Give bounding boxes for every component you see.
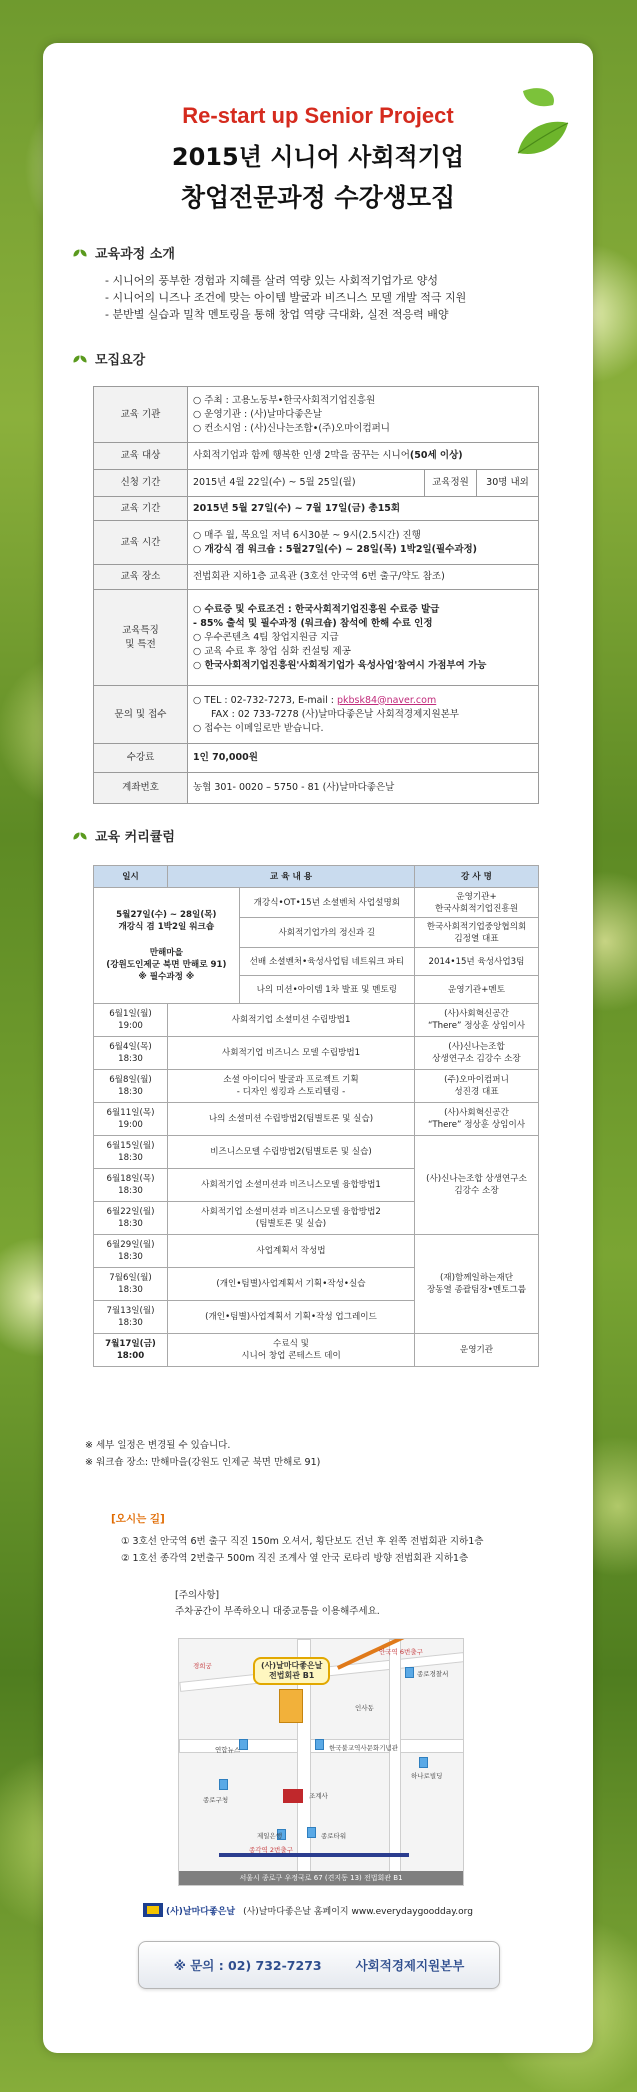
- course-date: 7월13일(월) 18:30: [94, 1301, 168, 1334]
- course-teacher: (사)사회혁신공간 “There” 정상훈 상임이사: [415, 1103, 539, 1136]
- course-teacher: (사)신나는조합 상생연구소 김강수 소장: [415, 1136, 539, 1235]
- quota-value: 30명 내외: [477, 470, 539, 497]
- subway-line: [219, 1853, 409, 1857]
- sprout-icon: [73, 248, 89, 258]
- caution-title: [주의사항]: [175, 1590, 220, 1601]
- course-date: 6월18일(목) 18:30: [94, 1169, 168, 1202]
- section-title: 모집요강: [95, 353, 146, 368]
- table-row: [94, 497, 539, 521]
- building-icon: [405, 1667, 414, 1678]
- row-label: 계좌번호: [94, 773, 188, 804]
- course-date: 7월17일(금) 18:00: [94, 1334, 168, 1367]
- building-icon: [239, 1739, 248, 1750]
- organization-logo: [143, 1903, 235, 1917]
- course-content: 나의 미션•아이템 1차 발표 및 멘토링: [239, 976, 414, 1004]
- column-header: 강 사 명: [415, 866, 539, 888]
- row-value: [188, 590, 539, 686]
- course-content: 비즈니스모델 수립방법2(팀별토론 및 실습): [168, 1136, 415, 1169]
- course-teacher: 운영기관+멘토: [415, 976, 539, 1004]
- building-icon: [419, 1757, 428, 1768]
- map-label: 제일은행: [257, 1832, 283, 1840]
- curriculum-table: [93, 865, 539, 1367]
- map-road: [389, 1639, 401, 1873]
- course-content: 사회적기업 소셜미션 수립방법1: [168, 1004, 415, 1037]
- course-content: 소셜 아이디어 발굴과 프로젝트 기획 - 디자인 씽킹과 스토리텔링 -: [168, 1070, 415, 1103]
- course-date: 6월11일(목) 19:00: [94, 1103, 168, 1136]
- workshop-place: (강원도인제군 북면 만해로 91): [106, 959, 227, 970]
- course-content: 사회적기업 소셜미션과 비즈니스모델 융합방법1: [168, 1169, 415, 1202]
- org-line: ○ 운영기관 : (사)날마다좋은날: [193, 408, 322, 420]
- column-header: 일시: [94, 866, 168, 888]
- caution-text: 주차공간이 부족하오니 대중교통을 이용해주세요.: [175, 1606, 380, 1617]
- course-teacher: 운영기관+ 한국사회적기업진흥원: [415, 888, 539, 918]
- workshop-place: 만해마을: [149, 947, 183, 958]
- building-icon: [315, 1739, 324, 1750]
- row-label: 교육 장소: [94, 565, 188, 590]
- course-teacher: (사)사회혁신공간 “There” 정상훈 상임이사: [415, 1004, 539, 1037]
- table-row: [94, 1103, 539, 1136]
- venue-building-icon: [279, 1689, 303, 1723]
- map-label: 인사동: [355, 1704, 374, 1712]
- course-teacher: 한국사회적기업중앙협의회 김정열 대표: [415, 918, 539, 948]
- venue-name: (사)날마다좋은날: [261, 1661, 323, 1670]
- table-row: [94, 521, 539, 565]
- course-date: 6월1일(월) 19:00: [94, 1004, 168, 1037]
- intro-list: [105, 272, 466, 323]
- english-title: Re-start up Senior Project: [182, 103, 454, 128]
- table-row: [94, 744, 539, 773]
- table-row: [94, 1004, 539, 1037]
- course-content: 수료식 및 시니어 창업 콘테스트 데이: [168, 1334, 415, 1367]
- course-content: 나의 소셜미션 수립방법2(팀별토론 및 실습): [168, 1103, 415, 1136]
- map-label: 종로경찰서: [417, 1670, 449, 1678]
- row-value: 2015년 4월 22일(수) ~ 5월 25일(월): [188, 470, 425, 497]
- table-row: [94, 470, 539, 497]
- feature-line: ○ 우수콘텐츠 4팀 창업지원금 지급: [193, 631, 339, 643]
- note-line: ※ 워크숍 장소: 만해마을(강원도 인제군 북면 만해로 91): [85, 1457, 321, 1468]
- logo-mark-icon: [143, 1903, 163, 1917]
- building-icon: [307, 1827, 316, 1838]
- row-value: [188, 686, 539, 744]
- course-teacher: (주)오마이컴퍼니 성진경 대표: [415, 1070, 539, 1103]
- row-label: 교육 기관: [94, 387, 188, 443]
- table-row: [94, 387, 539, 443]
- course-teacher: 2014•15년 육성사업3팀: [415, 948, 539, 976]
- location-map: [178, 1638, 464, 1886]
- jogyesa-temple-icon: [283, 1789, 303, 1803]
- sprout-icon: [73, 354, 89, 364]
- tel-text: ○ TEL : 02-732-7273, E-mail :: [193, 694, 337, 706]
- section-intro: [73, 243, 175, 262]
- map-label: 조계사: [309, 1792, 328, 1800]
- contact-box: [138, 1941, 500, 1989]
- feature-label: 교육특징: [122, 624, 159, 636]
- table-row: [94, 1037, 539, 1070]
- homepage-line: [143, 1903, 473, 1917]
- row-value: 1인 70,000원: [188, 744, 539, 773]
- row-label: 교육 시간: [94, 521, 188, 565]
- title-line-2: 창업전문과정 수강생모집: [180, 183, 456, 212]
- workshop-date: 5월27일(수) ~ 28일(목): [116, 909, 217, 920]
- table-row: [94, 590, 539, 686]
- course-date: 7월6일(월) 18:30: [94, 1268, 168, 1301]
- course-content: 선배 소셜벤처•육성사업팀 네트워크 파티: [239, 948, 414, 976]
- logo-text: (사)날마다좋은날: [166, 1906, 236, 1917]
- course-date: 6월29일(월) 18:30: [94, 1235, 168, 1268]
- quota-label: 교육정원: [425, 470, 477, 497]
- table-row: [94, 888, 539, 918]
- workshop-date: 개강식 겸 1박2일 워크숍: [118, 921, 215, 932]
- section-recruit: [73, 349, 145, 368]
- table-row: [94, 1070, 539, 1103]
- row-label: 문의 및 접수: [94, 686, 188, 744]
- row-label: 수강료: [94, 744, 188, 773]
- time-line: ○ 매주 월, 목요일 저녁 6시30분 ~ 9시(2.5시간) 진행: [193, 529, 421, 541]
- course-date: 6월22일(월) 18:30: [94, 1202, 168, 1235]
- venue-marker: [253, 1657, 330, 1685]
- contact-phone: ※ 문의 : 02) 732-7273: [173, 1958, 322, 1973]
- note-line: ※ 세부 일정은 변경될 수 있습니다.: [85, 1440, 231, 1451]
- building-icon: [219, 1779, 228, 1790]
- course-teacher: (사)신나는조합 상생연구소 김강수 소장: [415, 1037, 539, 1070]
- map-label: 한국불교역사문화기념관: [329, 1744, 399, 1752]
- map-label: 종각역 2번출구: [249, 1846, 293, 1854]
- row-value: 2015년 5월 27일(수) ~ 7월 17일(금) 총15회: [188, 497, 539, 521]
- intro-item: - 분반별 실습과 밀착 멘토링을 통해 창업 역량 극대화, 실전 적응력 배양: [105, 308, 449, 321]
- feature-line: ○ 한국사회적기업진흥원'사회적기업가 육성사업'참여시 가점부여 가능: [193, 659, 487, 671]
- feature-label: 및 특전: [125, 638, 156, 650]
- course-teacher: 운영기관: [415, 1334, 539, 1367]
- row-value: 농협 301- 0020 – 5750 - 81 (사)날마다좋은날: [188, 773, 539, 804]
- org-line: ○ 컨소시엄 : (사)신나는조합•(주)오마이컴퍼니: [193, 422, 390, 434]
- map-label: 연합뉴스: [215, 1746, 241, 1754]
- caution-block: [175, 1588, 380, 1620]
- directions-list: [121, 1533, 483, 1567]
- feature-line: ○ 수료증 및 수료조건 : 한국사회적기업진흥원 수료증 발급: [193, 603, 440, 615]
- section-title: 교육과정 소개: [95, 247, 175, 262]
- table-row: [94, 1334, 539, 1367]
- row-label: [94, 590, 188, 686]
- direction-item: ② 1호선 종각역 2번출구 500m 직진 조계사 옆 안국 로타리 방향 전법회관 지하1층: [121, 1553, 469, 1564]
- course-content: 사업계획서 작성법: [168, 1235, 415, 1268]
- directions-title: [오시는 길]: [111, 1513, 165, 1525]
- hero-title: [43, 103, 593, 214]
- table-row: [94, 1136, 539, 1169]
- target-text: 사회적기업과 함께 행복한 인생 2막을 꿈꾸는 시니어: [193, 450, 410, 461]
- map-label: 안국역 6번출구: [379, 1648, 423, 1656]
- org-line: ○ 주최 : 고용노동부•한국사회적기업진흥원: [193, 394, 376, 406]
- course-teacher: (재)함께일하는재단 장동열 종괄팀장•멘토그룹: [415, 1235, 539, 1334]
- map-caption: 서울시 종로구 우정국로 67 (견지동 13) 전법회관 B1: [179, 1871, 463, 1885]
- course-content: (개인•팀별)사업계획서 기획•작성 업그레이드: [168, 1301, 415, 1334]
- sprout-icon: [73, 831, 89, 841]
- table-header-row: [94, 866, 539, 888]
- recruit-table: [93, 386, 539, 804]
- table-row: [94, 443, 539, 470]
- map-label: 경희궁: [193, 1662, 212, 1670]
- feature-line: ○ 교육 수료 후 창업 심화 컨설팅 제공: [193, 645, 351, 657]
- map-label: 하나로빌딩: [411, 1772, 443, 1780]
- contact-tel: [193, 694, 533, 708]
- contact-fax: FAX : 02 733-7278 (사)날마다좋은날 사회적경제지원본부: [211, 708, 459, 720]
- direction-item: ① 3호선 안국역 6번 출구 직진 150m 오셔서, 횡단보도 건넌 후 왼쪽 전법회관 지하1층: [121, 1536, 484, 1547]
- row-label: 교육 대상: [94, 443, 188, 470]
- table-row: [94, 773, 539, 804]
- workshop-date-cell: [94, 888, 240, 1004]
- title-line-1: 2015년 시니어 사회적기업: [171, 143, 465, 171]
- email-link[interactable]: pkbsk84@naver.com: [336, 694, 437, 706]
- course-content: 사회적기업 비즈니스 모델 수립방법1: [168, 1037, 415, 1070]
- row-value: [188, 443, 539, 470]
- intro-item: - 시니어의 풍부한 경험과 지혜를 살려 역량 있는 사회적기업가로 양성: [105, 274, 438, 287]
- map-label: 종로구청: [203, 1796, 229, 1804]
- course-content: 개강식•OT•15년 소셜벤처 사업설명회: [239, 888, 414, 918]
- row-value: [188, 521, 539, 565]
- contact-department: 사회적경제지원본부: [355, 1958, 465, 1973]
- row-value: [188, 387, 539, 443]
- section-title: 교육 커리큘럼: [95, 830, 175, 845]
- homepage-link[interactable]: (사)날마다좋은날 홈페이지 www.everydaygoodday.org: [243, 1906, 473, 1917]
- table-row: [94, 1235, 539, 1268]
- workshop-required: ※ 필수과정 ※: [138, 971, 195, 982]
- feature-line: - 85% 출석 및 필수과정 (워크숍) 참석에 한해 수료 인정: [193, 617, 433, 629]
- course-content: 사회적기업 소셜미션과 비즈니스모델 융합방법2 (팀별토론 및 실습): [168, 1202, 415, 1235]
- table-row: [94, 565, 539, 590]
- contact-note: ○ 접수는 이메일로만 받습니다.: [193, 722, 324, 734]
- venue-floor: 전법회관 B1: [269, 1671, 315, 1680]
- target-bold: (50세 이상): [409, 450, 463, 461]
- course-date: 6월8일(월) 18:30: [94, 1070, 168, 1103]
- row-label: 신청 기간: [94, 470, 188, 497]
- course-content: 사회적기업가의 정신과 길: [239, 918, 414, 948]
- column-header: 교 육 내 용: [168, 866, 415, 888]
- section-curriculum: [73, 826, 175, 845]
- intro-item: - 시니어의 니즈나 조건에 맞는 아이템 발굴과 비즈니스 모델 개발 적극 지원: [105, 291, 467, 304]
- map-label: 종로타워: [321, 1832, 347, 1840]
- row-label: 교육 기간: [94, 497, 188, 521]
- schedule-notes: [85, 1437, 320, 1471]
- course-date: 6월15일(월) 18:30: [94, 1136, 168, 1169]
- time-line: ○ 개강식 겸 워크숍 : 5월27일(수) ~ 28일(목) 1박2일(필수과정): [193, 543, 478, 555]
- course-date: 6월4일(목) 18:30: [94, 1037, 168, 1070]
- course-content: (개인•팀별)사업계획서 기획•작성•실습: [168, 1268, 415, 1301]
- poster-card: [43, 43, 593, 2053]
- row-value: 전법회관 지하1층 교육관 (3호선 안국역 6번 출구/약도 참조): [188, 565, 539, 590]
- table-row: [94, 686, 539, 744]
